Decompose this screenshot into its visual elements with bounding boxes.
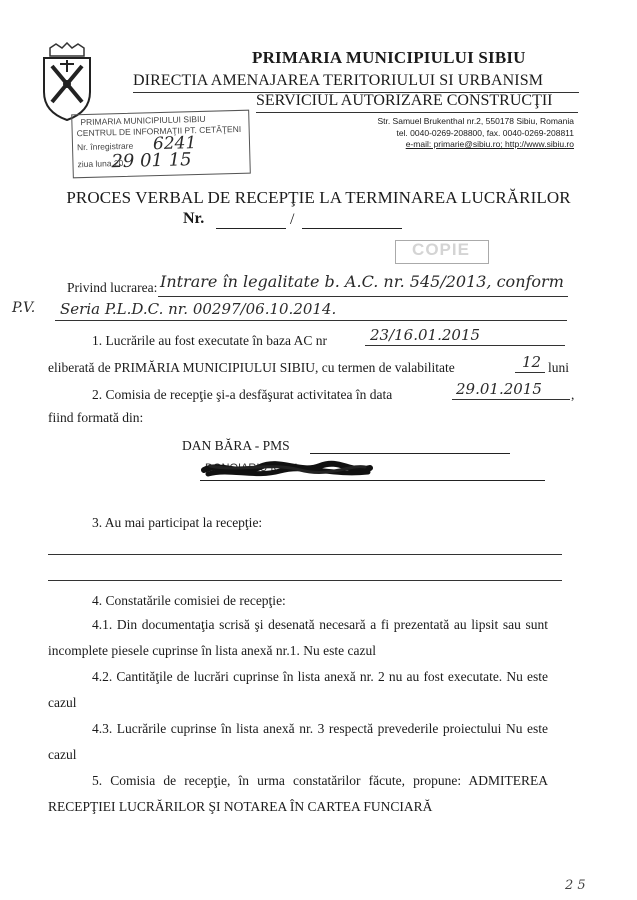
stamp-registration-number: 6241: [152, 133, 197, 155]
number-blank: [216, 228, 286, 229]
validity-unit: luni: [548, 360, 570, 375]
org-service: SERVICIUL AUTORIZARE CONSTRUCŢII: [256, 92, 553, 109]
copy-stamp: COPIE: [412, 240, 470, 259]
address-contact-link[interactable]: e-mail: primarie@sibiu.ro; http://www.sibiu.ro: [405, 139, 574, 149]
stamp-line: ziua luna 20: [77, 157, 124, 170]
validity-term: 12: [522, 353, 542, 371]
header-rule: [256, 112, 578, 113]
work-description-line2: Seria P.L.D.C. nr. 00297/06.10.2014.: [60, 300, 337, 318]
org-directorate: DIRECTIA AMENAJAREA TERITORIULUI SI URBANISM: [133, 72, 544, 89]
address-line: Str. Samuel Brukenthal nr.2, 550178 Sibiu, Romania: [377, 116, 574, 126]
clause-1-text: 1. Lucrările au fost executate în baza AC nr: [92, 333, 328, 348]
page-mark: 2 5: [565, 878, 586, 893]
stamp-line: PRIMARIA MUNICIPIULUI SIBIU: [80, 113, 206, 128]
fill-line: [158, 296, 568, 297]
signature-line: [310, 453, 510, 454]
number-separator: /: [290, 211, 295, 228]
punctuation: ,: [571, 387, 575, 402]
clause-2-text: 2. Comisia de recepţie şi-a desfăşurat activitatea în data: [92, 387, 393, 402]
work-label: Privind lucrarea:: [67, 280, 158, 295]
fill-line: [48, 580, 562, 581]
document-title: PROCES VERBAL DE RECEPŢIE LA TERMINAREA LUCRĂRILOR: [66, 188, 571, 207]
clause-3-text: 3. Au mai participat la recepţie:: [92, 515, 263, 530]
permit-number: 23/16.01.2015: [370, 326, 481, 344]
registration-stamp: [71, 110, 251, 179]
fill-line: [365, 345, 565, 346]
commission-member: DAN BĂRA - PMS: [182, 438, 290, 453]
org-name: PRIMARIA MUNICIPIULUI SIBIU: [252, 48, 526, 67]
clause-2-continuation: fiind formată din:: [48, 410, 144, 425]
stamp-line: CENTRUL DE INFORMAŢII PT. CETĂŢENI: [76, 123, 242, 139]
stamp-line: Nr. înregistrare: [76, 140, 134, 153]
document-number-label: Nr.: [183, 210, 205, 227]
date-blank: [302, 228, 402, 229]
clause-5: 5. Comisia de recepţie, în urma constatărilor făcute, propune: ADMITEREA RECEPŢIEI LUCRĂRILOR ŞI NOTAREA ÎN CARTEA FUNCIARĂ: [48, 773, 548, 814]
fill-line: [515, 372, 545, 373]
margin-note: P.V.: [12, 300, 36, 316]
fill-line: [48, 554, 562, 555]
fill-line: [452, 399, 570, 400]
clause-1-issuer: eliberată de PRIMĂRIA MUNICIPIULUI SIBIU, cu termen de valabilitate: [48, 360, 455, 375]
fill-line: [55, 320, 567, 321]
address-line: tel. 0040-0269-208800, fax. 0040-0269-208811: [396, 127, 574, 138]
clause-4-heading: 4. Constatările comisiei de recepţie:: [92, 593, 286, 608]
org-address: [330, 116, 574, 151]
redaction-scribble: [200, 458, 375, 482]
work-description-line1: Intrare în legalitate b. A.C. nr. 545/2013, conform: [160, 272, 564, 291]
signature-line: [200, 480, 545, 481]
reception-date: 29.01.2015: [456, 380, 542, 398]
sibiu-coat-of-arms-icon: [38, 42, 96, 122]
clause-4-2: 4.2. Cantităţile de lucrări cuprinse în lista anexă nr. 2 nu au fost executate. Nu este cazul: [48, 669, 548, 710]
clause-4-3: 4.3. Lucrările cuprinse în lista anexă nr. 3 respectă prevederile proiectului Nu este cazul: [48, 721, 548, 762]
clause-4-1: 4.1. Din documentaţia scrisă şi desenată necesară a fi prezentată au lipsit sau sunt incomplete piesele cuprinse în lista anexă nr.1. Nu este cazul: [48, 617, 548, 658]
stamp-date: 29 01 15: [111, 149, 192, 173]
commission-member-redacted: DONOIARIU IOAN: [205, 462, 298, 474]
